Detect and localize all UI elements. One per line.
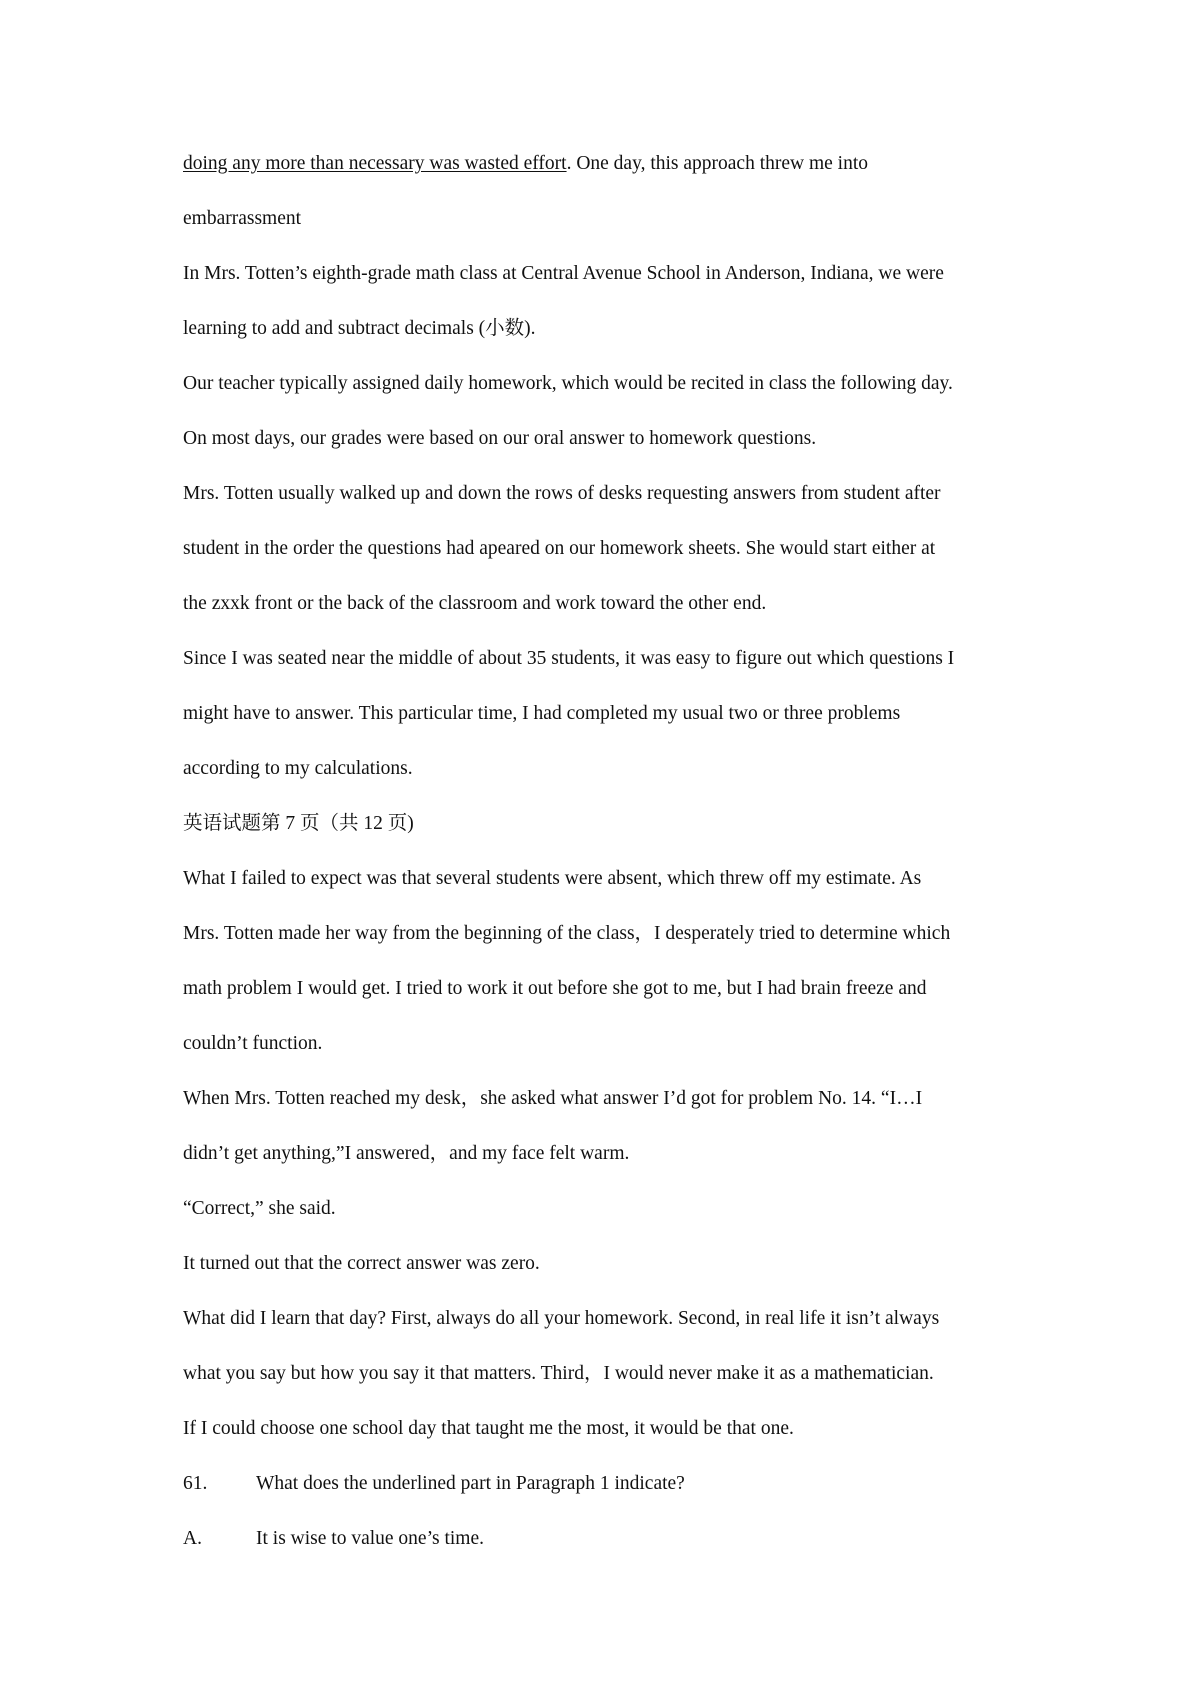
text-line: learning to add and subtract decimals (小数). — [183, 318, 536, 339]
text-line: “Correct,” she said. — [183, 1198, 336, 1219]
question-61 — [183, 1472, 1083, 1527]
underlined-phrase: doing any more than necessary was wasted effort — [183, 153, 567, 174]
option-a — [183, 1527, 1083, 1582]
document-page — [183, 152, 1083, 1582]
text-line: Our teacher typically assigned daily homework, which would be recited in class the following day. — [183, 373, 953, 394]
question-text: What does the underlined part in Paragraph 1 indicate? — [256, 1473, 685, 1494]
text-line: Mrs. Totten made her way from the beginning of the class，I desperately tried to determine which — [183, 923, 951, 944]
text-line: What I failed to expect was that several students were absent, which threw off my estimate. As — [183, 868, 922, 889]
text-line: Since I was seated near the middle of about 35 students, it was easy to figure out which questions I — [183, 648, 955, 669]
text-line: the zxxk front or the back of the classroom and work toward the other end. — [183, 593, 767, 614]
text-line — [183, 152, 1083, 207]
text-line: embarrassment — [183, 208, 302, 229]
option-text: It is wise to value one’s time. — [256, 1528, 485, 1549]
text-line: according to my calculations. — [183, 758, 413, 779]
question-number: 61. — [183, 1473, 208, 1494]
text-line: didn’t get anything,”I answered，and my face felt warm. — [183, 1143, 630, 1164]
text-line: It turned out that the correct answer was zero. — [183, 1253, 540, 1274]
text-line: math problem I would get. I tried to work it out before she got to me, but I had brain freeze and — [183, 978, 927, 999]
text-line: couldn’t function. — [183, 1033, 323, 1054]
text-line: In Mrs. Totten’s eighth-grade math class at Central Avenue School in Anderson, Indiana, we were — [183, 263, 944, 284]
text-line: On most days, our grades were based on our oral answer to homework questions. — [183, 428, 817, 449]
text-line: student in the order the questions had apeared on our homework sheets. She would start either at — [183, 538, 936, 559]
option-letter: A. — [183, 1528, 202, 1549]
text-line: When Mrs. Totten reached my desk，she asked what answer I’d got for problem No. 14. “I…I — [183, 1088, 923, 1109]
text-line: If I could choose one school day that taught me the most, it would be that one. — [183, 1418, 794, 1439]
text-line: might have to answer. This particular time, I had completed my usual two or three problems — [183, 703, 901, 724]
text-line: Mrs. Totten usually walked up and down the rows of desks requesting answers from student after — [183, 483, 941, 504]
text-line: what you say but how you say it that matters. Third，I would never make it as a mathematician. — [183, 1363, 934, 1384]
line-text: . One day, this approach threw me into — [566, 153, 869, 174]
page-footer-text: 英语试题第 7 页（共 12 页) — [183, 813, 414, 834]
text-line: What did I learn that day? First, always do all your homework. Second, in real life it isn’t always — [183, 1308, 940, 1329]
